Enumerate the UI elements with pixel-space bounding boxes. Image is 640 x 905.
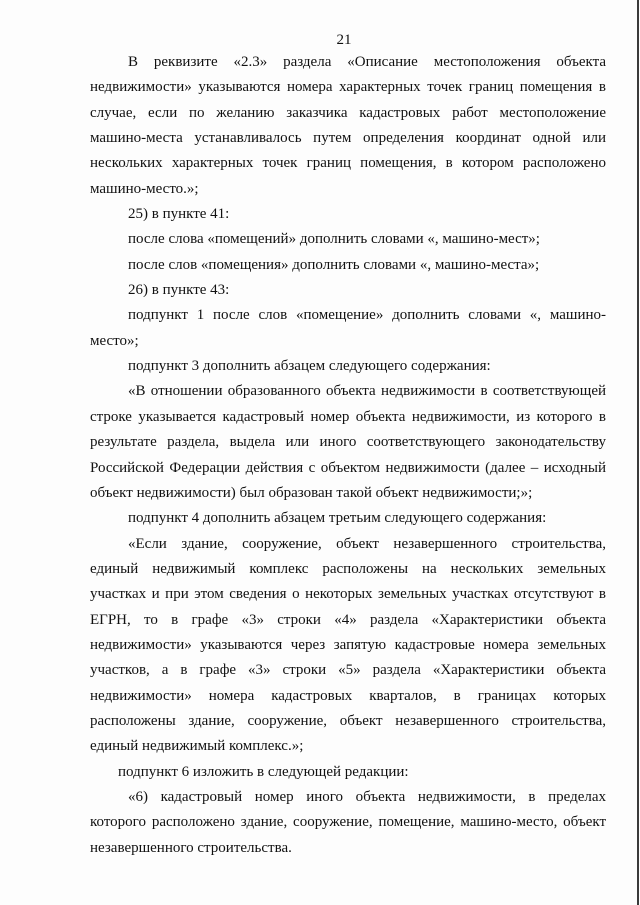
text-line: незавершенного строительства. <box>90 839 292 856</box>
text-line: после слова «помещений» дополнить словами «, машино-мест»; <box>128 231 540 248</box>
paragraph <box>90 303 606 354</box>
text-line: участках и при этом сведения о некоторых земельных участках отсутствуют в <box>90 586 606 603</box>
text-line: результате раздела, выдела или иного соответствующего законодательству <box>90 434 606 451</box>
paragraph <box>90 278 606 303</box>
text-line: подпункт 6 изложить в следующей редакции: <box>118 763 409 780</box>
text-line: Российской Федерации действия с объектом недвижимости (далее – исходный <box>90 459 606 476</box>
text-line: объект недвижимости) был образован такой объект недвижимости;»; <box>90 484 533 501</box>
text-line: «Если здание, сооружение, объект незавершенного строительства, <box>128 535 606 552</box>
text-line: недвижимости» указываются номера характерных точек границ помещения в <box>90 79 606 96</box>
paragraph <box>90 532 606 760</box>
text-line: после слов «помещения» дополнить словами «, машино-места»; <box>128 256 540 273</box>
text-line: единый недвижимый комплекс.»; <box>90 738 304 755</box>
paragraph <box>90 785 606 861</box>
paragraph <box>90 50 606 202</box>
text-line: В реквизите «2.3» раздела «Описание местоположения объекта <box>128 54 606 70</box>
text-line: случае, если по желанию заказчика кадастровых работ местоположение <box>90 104 606 121</box>
text-line: подпункт 1 после слов «помещение» дополнить словами «, машино- <box>128 307 606 324</box>
text-line: место»; <box>90 332 139 349</box>
scan-edge <box>637 0 639 905</box>
page-number: 21 <box>336 32 352 48</box>
text-line: машино-место.»; <box>90 180 199 197</box>
paragraph <box>90 202 606 227</box>
paragraph <box>90 253 606 278</box>
paragraph <box>90 506 606 531</box>
text-line: ЕГРН, то в графе «3» строки «4» раздела «Характеристики объекта <box>90 611 606 628</box>
text-line: недвижимости» указываются через запятую кадастровые номера земельных <box>90 636 606 653</box>
document-body <box>90 50 606 861</box>
text-line: машино-места устанавливалось путем определения координат одной или <box>90 130 606 147</box>
text-line: участков, а в графе «3» строки «5» раздела «Характеристики объекта <box>90 662 606 679</box>
paragraph <box>90 354 606 379</box>
paragraph <box>90 379 606 506</box>
text-line: которого расположено здание, сооружение, помещение, машино-место, объект <box>90 814 606 831</box>
paragraph <box>90 760 606 785</box>
text-line: единый недвижимый комплекс расположены на нескольких земельных <box>90 560 606 577</box>
paragraph <box>90 227 606 252</box>
text-line: строке указывается кадастровый номер объекта недвижимости, из которого в <box>90 408 606 425</box>
text-line: подпункт 4 дополнить абзацем третьим следующего содержания: <box>128 510 547 527</box>
text-line: «В отношении образованного объекта недвижимости в соответствующей <box>128 383 606 400</box>
text-line: нескольких характерных точек границ помещения, в котором расположено <box>90 155 606 172</box>
text-line: подпункт 3 дополнить абзацем следующего содержания: <box>128 358 491 375</box>
text-line: расположены здание, сооружение, объект незавершенного строительства, <box>90 712 606 729</box>
text-line: недвижимости» номера кадастровых кварталов, в границах которых <box>90 687 606 704</box>
text-line: 26) в пункте 43: <box>128 282 230 299</box>
text-line: «6) кадастровый номер иного объекта недвижимости, в пределах <box>128 788 606 805</box>
text-line: 25) в пункте 41: <box>128 206 230 223</box>
